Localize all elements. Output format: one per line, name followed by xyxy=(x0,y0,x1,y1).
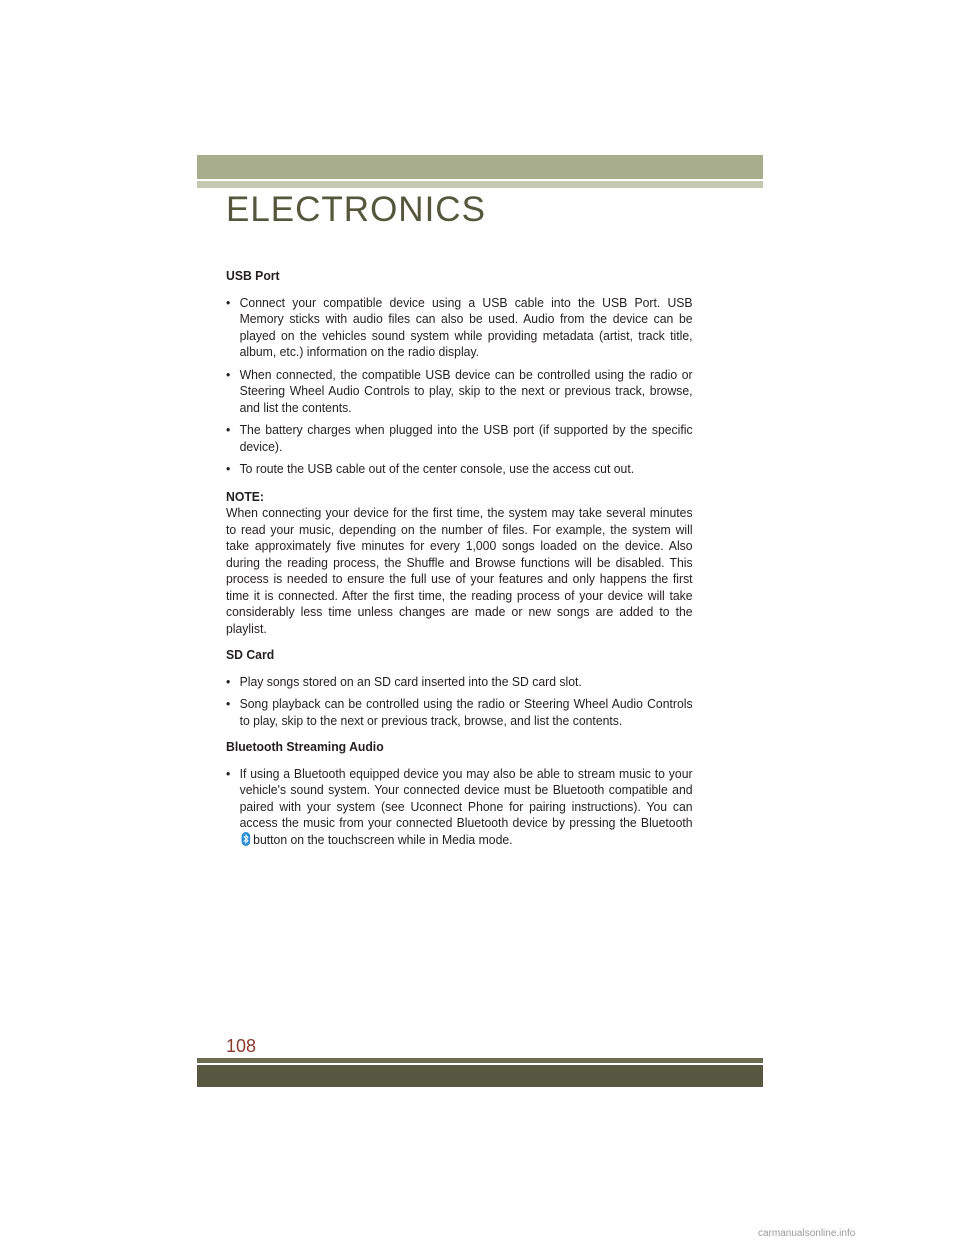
bullet-dot: • xyxy=(226,674,231,689)
bullet-dot: • xyxy=(226,423,231,437)
note-label: NOTE: xyxy=(226,489,265,504)
sd-bullet-text: Song playback can be controlled using the radio or Steering Wheel Audio Controls to play, skip to the next or previous track, browse, and list the contents. xyxy=(239,697,693,728)
usb-bullet-3 xyxy=(226,422,693,455)
usb-bullet-text: To route the USB cable out of the center console, use the access cut out. xyxy=(239,462,635,476)
sd-bullet-1 xyxy=(226,674,693,691)
usb-bullet-1 xyxy=(226,295,693,361)
usb-bullet-text: Connect your compatible device using a USB cable into the USB Port. USB Memory sticks with audio files can also be used. Audio from the device can be played on the vehicles sound system while providing metadata (artist, track title, album, etc.) information on the radio display. xyxy=(239,295,693,359)
bluetooth-bullet-text: If using a Bluetooth equipped device you may also be able to stream music to your vehicle's sound system. Your connected device must be Bluetooth compatible and paired with your system (see Uconnect Phone for pairing instructions). You can access the music from your connected Bluetooth device by pressing the Bluetooth xyxy=(239,766,693,830)
bluetooth-heading: Bluetooth Streaming Audio xyxy=(226,740,384,754)
header-bar-rule xyxy=(197,181,763,188)
bullet-dot: • xyxy=(226,367,231,382)
page-number: 108 xyxy=(226,1036,257,1056)
header-bar xyxy=(197,155,763,179)
usb-bullet-text: When connected, the compatible USB device can be controlled using the radio or Steering Wheel Audio Controls to play, skip to the next or previous track, browse, and list the contents. xyxy=(239,367,693,415)
sd-bullet-2 xyxy=(226,696,693,729)
bluetooth-bullet-text-end: button on the touchscreen while in Media mode. xyxy=(253,832,513,847)
page-content xyxy=(226,268,693,854)
footer-bar xyxy=(197,1065,763,1087)
bullet-dot: • xyxy=(226,697,231,711)
bullet-dot: • xyxy=(226,295,231,310)
usb-bullet-text: The battery charges when plugged into the USB port (if supported by the specific device). xyxy=(239,423,693,454)
note-text: When connecting your device for the first time, the system may take several minutes to read your music, depending on the number of files. For example, the system will take approximately five minutes for every 1,000 songs loaded on the device. Also during the reading process, the Shuffle and Browse functions will be disabled. This process is needed to ensure the full use of your features and only happens the first time it is connected. After the first time, the reading process of your device will take considerably less time unless changes are made or new songs are added to the playlist. xyxy=(226,506,693,636)
bullet-dot: • xyxy=(226,462,231,476)
sd-bullet-text: Play songs stored on an SD card inserted into the SD card slot. xyxy=(239,674,582,689)
sd-card-heading: SD Card xyxy=(226,648,275,662)
footer-bar-rule xyxy=(197,1058,763,1063)
bluetooth-bullet-1 xyxy=(226,766,693,849)
usb-port-heading: USB Port xyxy=(226,269,280,283)
section-title: ELECTRONICS xyxy=(226,190,486,229)
bullet-dot: • xyxy=(226,766,231,781)
usb-bullet-4 xyxy=(226,461,693,478)
bluetooth-icon xyxy=(242,832,251,846)
watermark: carmanualsonline.info xyxy=(758,1228,856,1239)
usb-bullet-2 xyxy=(226,367,693,417)
